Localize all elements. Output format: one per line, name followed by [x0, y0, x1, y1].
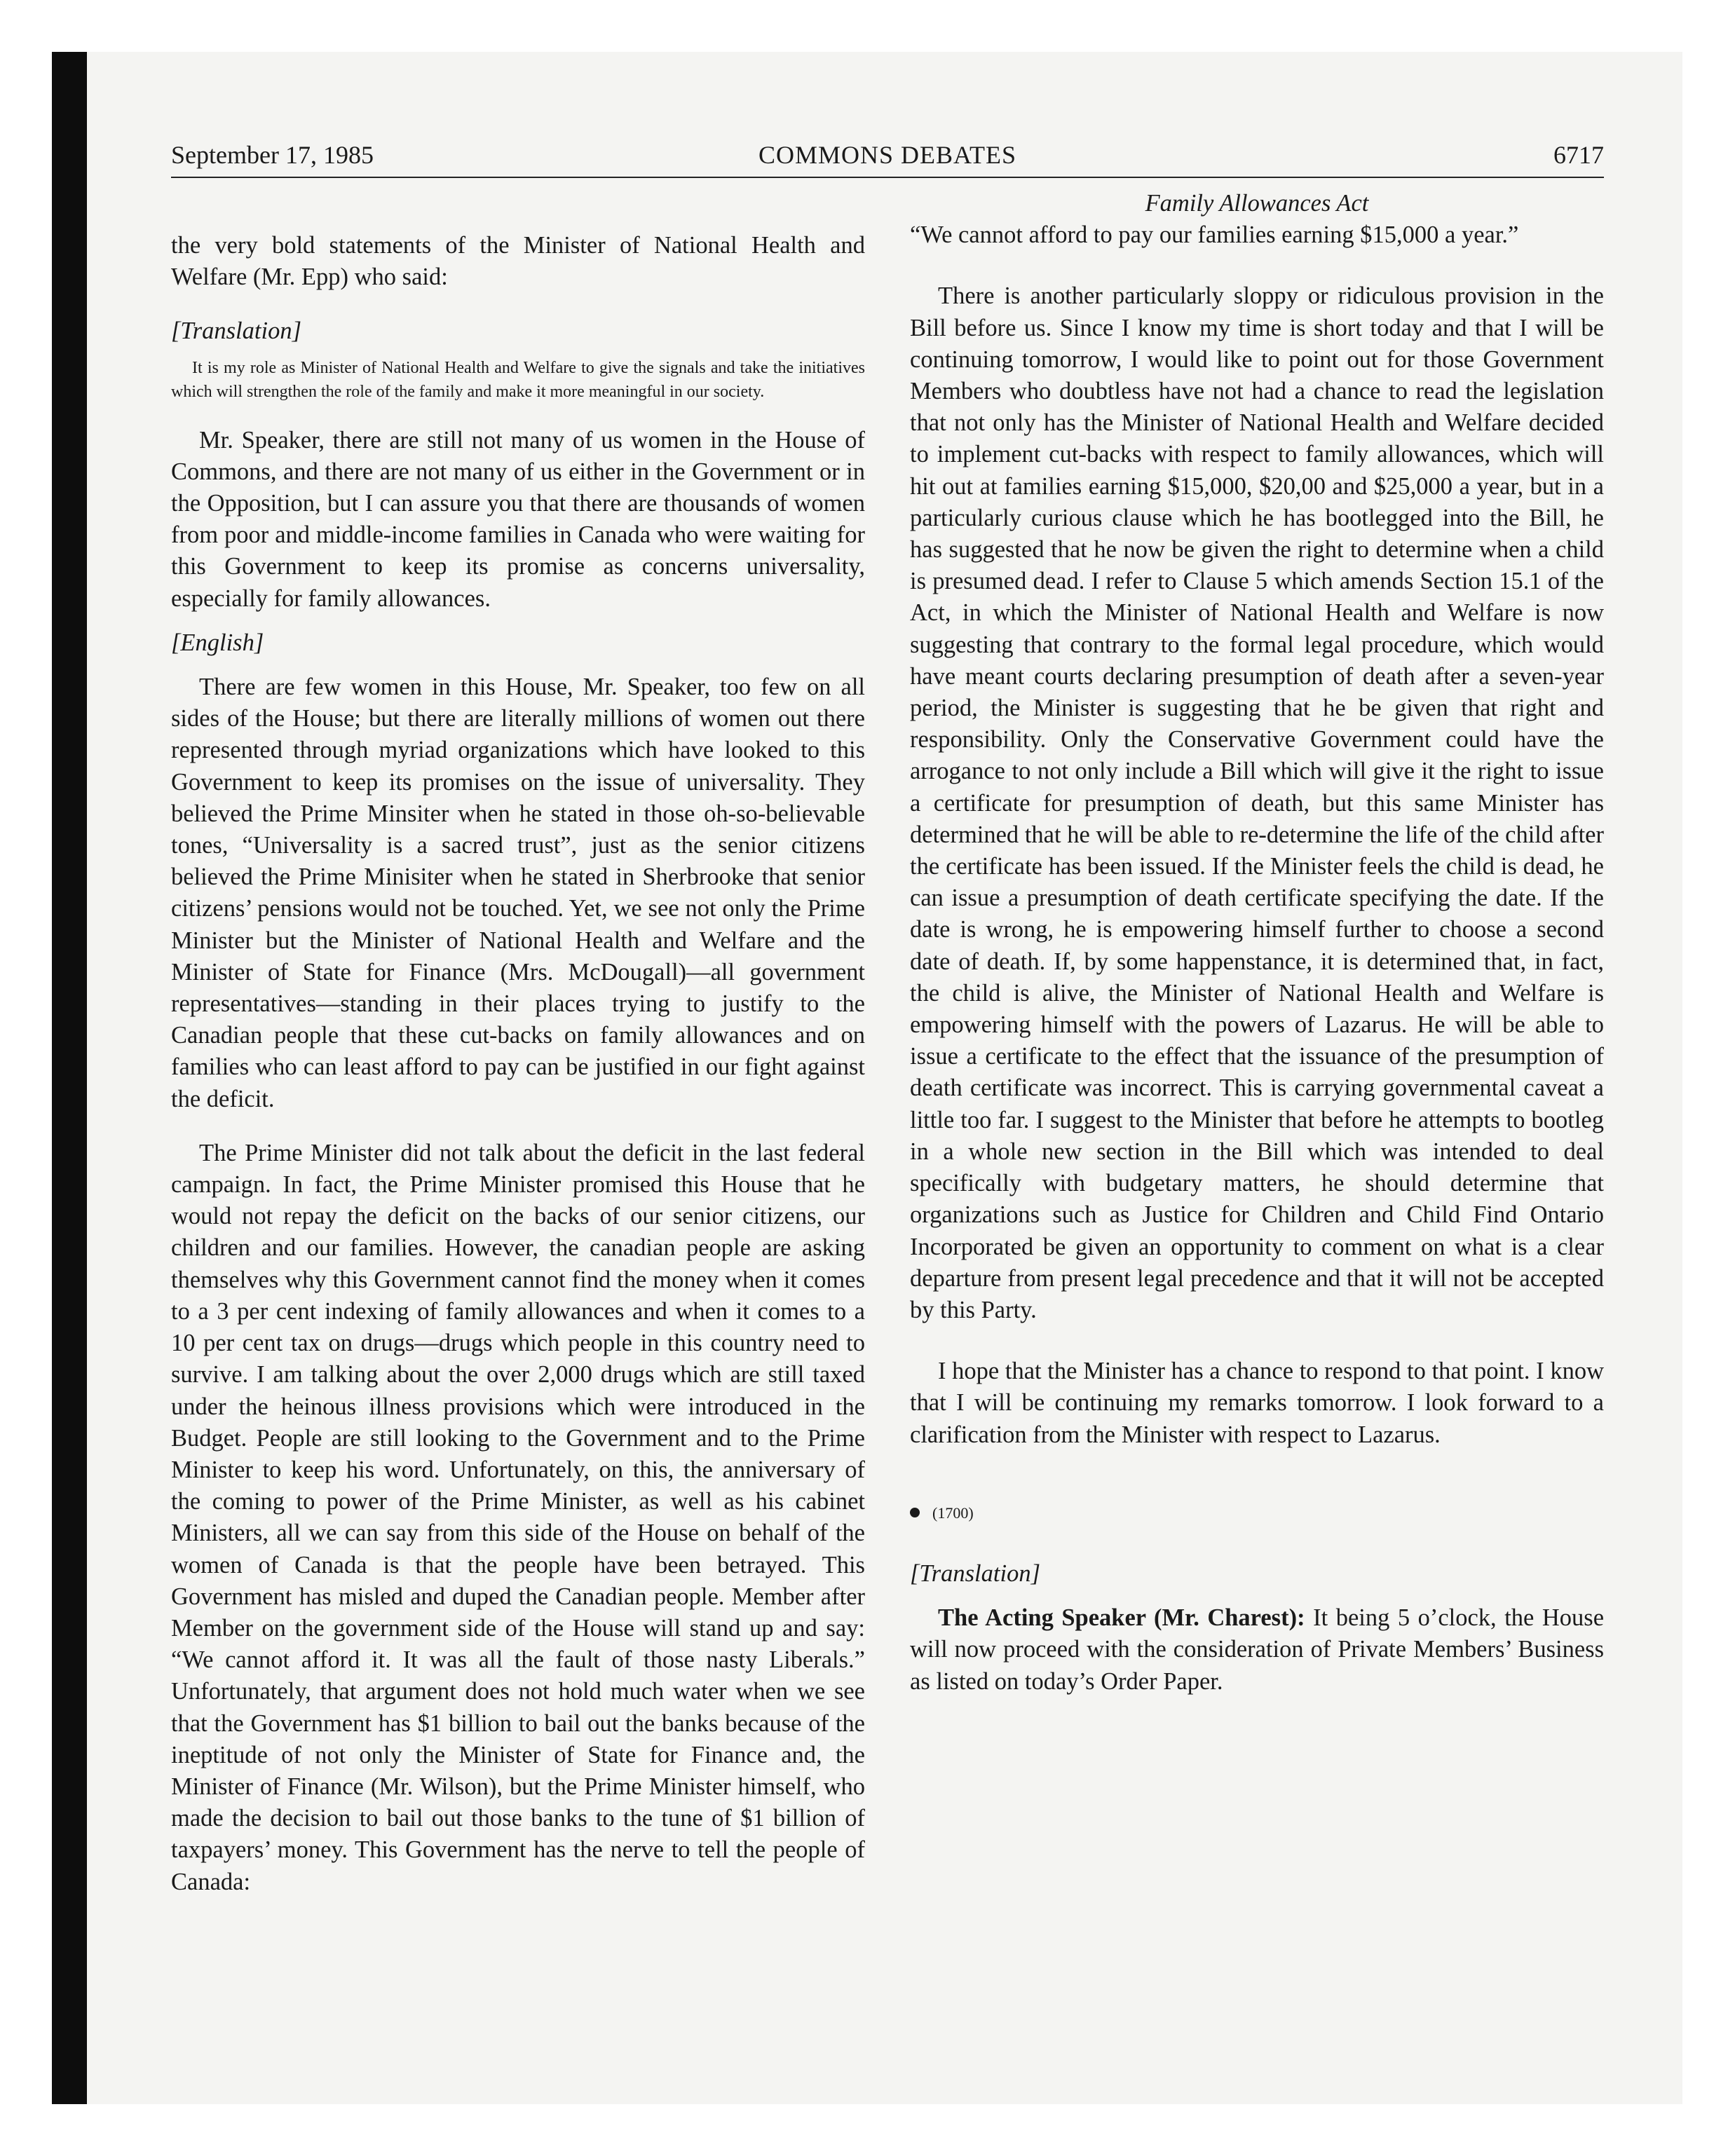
paragraph: Mr. Speaker, there are still not many of us women in the House of Commons, and there are not many of us either in the Government or in the Opposition, but I can assure you that there are thousands of women from poor and middle-income families in Canada who were waiting for this Government to keep its promise as concerns universality, especially for family allowances.: [171, 426, 865, 612]
bullet-icon: [910, 1508, 920, 1517]
paragraph: There are few women in this House, Mr. Speaker, too few on all sides of the House; but there are literally millions of women out there represented through myriad organizations which have looked to this Government to keep its promises on the issue of universality. They believed the Prime Minsiter when he stated in those oh-so-believable tones, “Universality is a sacred trust”, just as the senior citizens believed the Prime Minisiter when he stated in Sherbrooke that senior citizens’ pensions would not be touched. Yet, we see not only the Prime Minister but the Minister of National Health and Welfare and the Minister of State for Finance (Mrs. McDougall)—all government representatives—standing in their places trying to justify to the Canadian people that these cut-backs on family allowances and on families who can least afford to pay can be justified in our fight against the deficit.: [171, 674, 865, 1112]
running-header: [171, 140, 1604, 178]
left-column: [171, 230, 865, 1898]
right-column: [910, 188, 1604, 1698]
paragraph: There is another particularly sloppy or ridiculous provision in the Bill before us. Since I know my time is short today and that I will be continuing tomorrow, I would like to point out for those Government Members who doubtless have not had a chance to read the legislation that not only has the Minister of National Health and Welfare decided to implement cut-backs with respect to family allowances, which will hit out at families earning $15,000, $20,00 and $25,000 a year, but in a particularly curious clause which he has bootlegged into the Bill, he has suggested that he now be given the right to determine when a child is presumed dead. I refer to Clause 5 which amends Section 15.1 of the Act, in which the Minister of National Health and Welfare is now suggesting that contrary to the formal legal procedure, which would have meant courts declaring presumption of death after a seven-year period, the Minister is suggesting that he be given that right and responsibility. Only the Conservative Government could have the arrogance to not only include a Bill which will give it the right to issue a certificate for presumption of death, but this same Minister has determined that he will be able to re-determine the life of the child after the certificate has been issued. If the Minister feels the child is dead, he can issue a presumption of death certificate specifying the date. If the date is wrong, he is empowering himself further to choose a second date of death. If, by some happenstance, it is determined that, in fact, the child is alive, the Minister of National Health and Welfare is empowering himself with the powers of Lazarus. He will be able to issue a certificate to the effect that the issuance of the presumption of death certificate was incorrect. This is carrying governmental caveat a little too far. I suggest to the Minister that before he attempts to bootleg in a whole new section in the Bill which was intended to deal specifically with budgetary matters, he should determine that organizations such as Justice for Children and Child Find Ontario Incorporated be given an opportunity to comment on what is a clear departure from present legal precedence and that it will not be accepted by this Party.: [910, 282, 1604, 1323]
english-tag: [English]: [171, 629, 264, 656]
intro-paragraph: the very bold statements of the Minister of National Health and Welfare (Mr. Epp) who said:: [171, 232, 865, 291]
speaker-text: It being 5 o’clock, the House will now proceed with the consideration of Private Members’ Business as listed on today’s Order Paper.: [910, 1604, 1605, 1695]
header-date: September 17, 1985: [171, 141, 374, 169]
time-marker: [910, 1497, 1604, 1529]
paragraph: I hope that the Minister has a chance to respond to that point. I know that I will be continuing my remarks tomorrow. I look forward to a clarification from the Minister with respect to Lazarus.: [910, 1358, 1604, 1448]
speaker-name: The Acting Speaker (Mr. Charest):: [938, 1604, 1305, 1632]
page-number: 6717: [1553, 141, 1604, 169]
section-heading: Family Allowances Act: [1145, 190, 1369, 217]
time-marker-text: (1700): [932, 1503, 974, 1522]
paragraph: The Prime Minister did not talk about the deficit in the last federal campaign. In fact, the Prime Minister promised this House that he would not repay the deficit on the backs of our senior citizens, our children and our families. However, the canadian people are asking themselves why this Government cannot find the money when it comes to a 3 per cent indexing of family allowances and when it comes to a 10 per cent tax on drugs—drugs which people in this country need to survive. I am talking about the over 2,000 drugs which are still taxed under the heinous illness provisions which were introduced in the Budget. People are still looking to the Government and to the Prime Minister to keep his word. Unfortunately, on this, the anniversary of the coming to power of the Prime Minister, as well as his cabinet Ministers, all we can say from this side of the House on behalf of the women of Canada is that the people have been betrayed. This Government has misled and duped the Canadian people. Member after Member on the government side of the House will stand up and say: “We cannot afford it. It was all the fault of those nasty Liberals.” Unfortunately, that argument does not hold much water when we see that the Government has $1 billion to bail out the banks because of the ineptitude of not only the Minister of State for Finance and, the Minister of Finance (Mr. Wilson), but the Prime Minister himself, who made the decision to bail out those banks to the tune of $1 billion of taxpayers’ money. This Government has the nerve to tell the people of Canada:: [171, 1139, 865, 1895]
speaker-paragraph: [910, 1602, 1604, 1698]
header-title: COMMONS DEBATES: [758, 141, 1017, 169]
scan-edge-bar: [52, 52, 87, 2104]
translation-tag: [Translation]: [910, 1560, 1040, 1587]
continued-quote: “We cannot afford to pay our families earning $15,000 a year.”: [910, 221, 1519, 249]
block-quote: It is my role as Minister of National Health and Welfare to give the signals and take the initiatives which will strengthen the role of the family and make it more meaningful in our society.: [171, 358, 865, 401]
document-page: [171, 133, 1604, 1984]
translation-tag: [Translation]: [171, 318, 301, 345]
